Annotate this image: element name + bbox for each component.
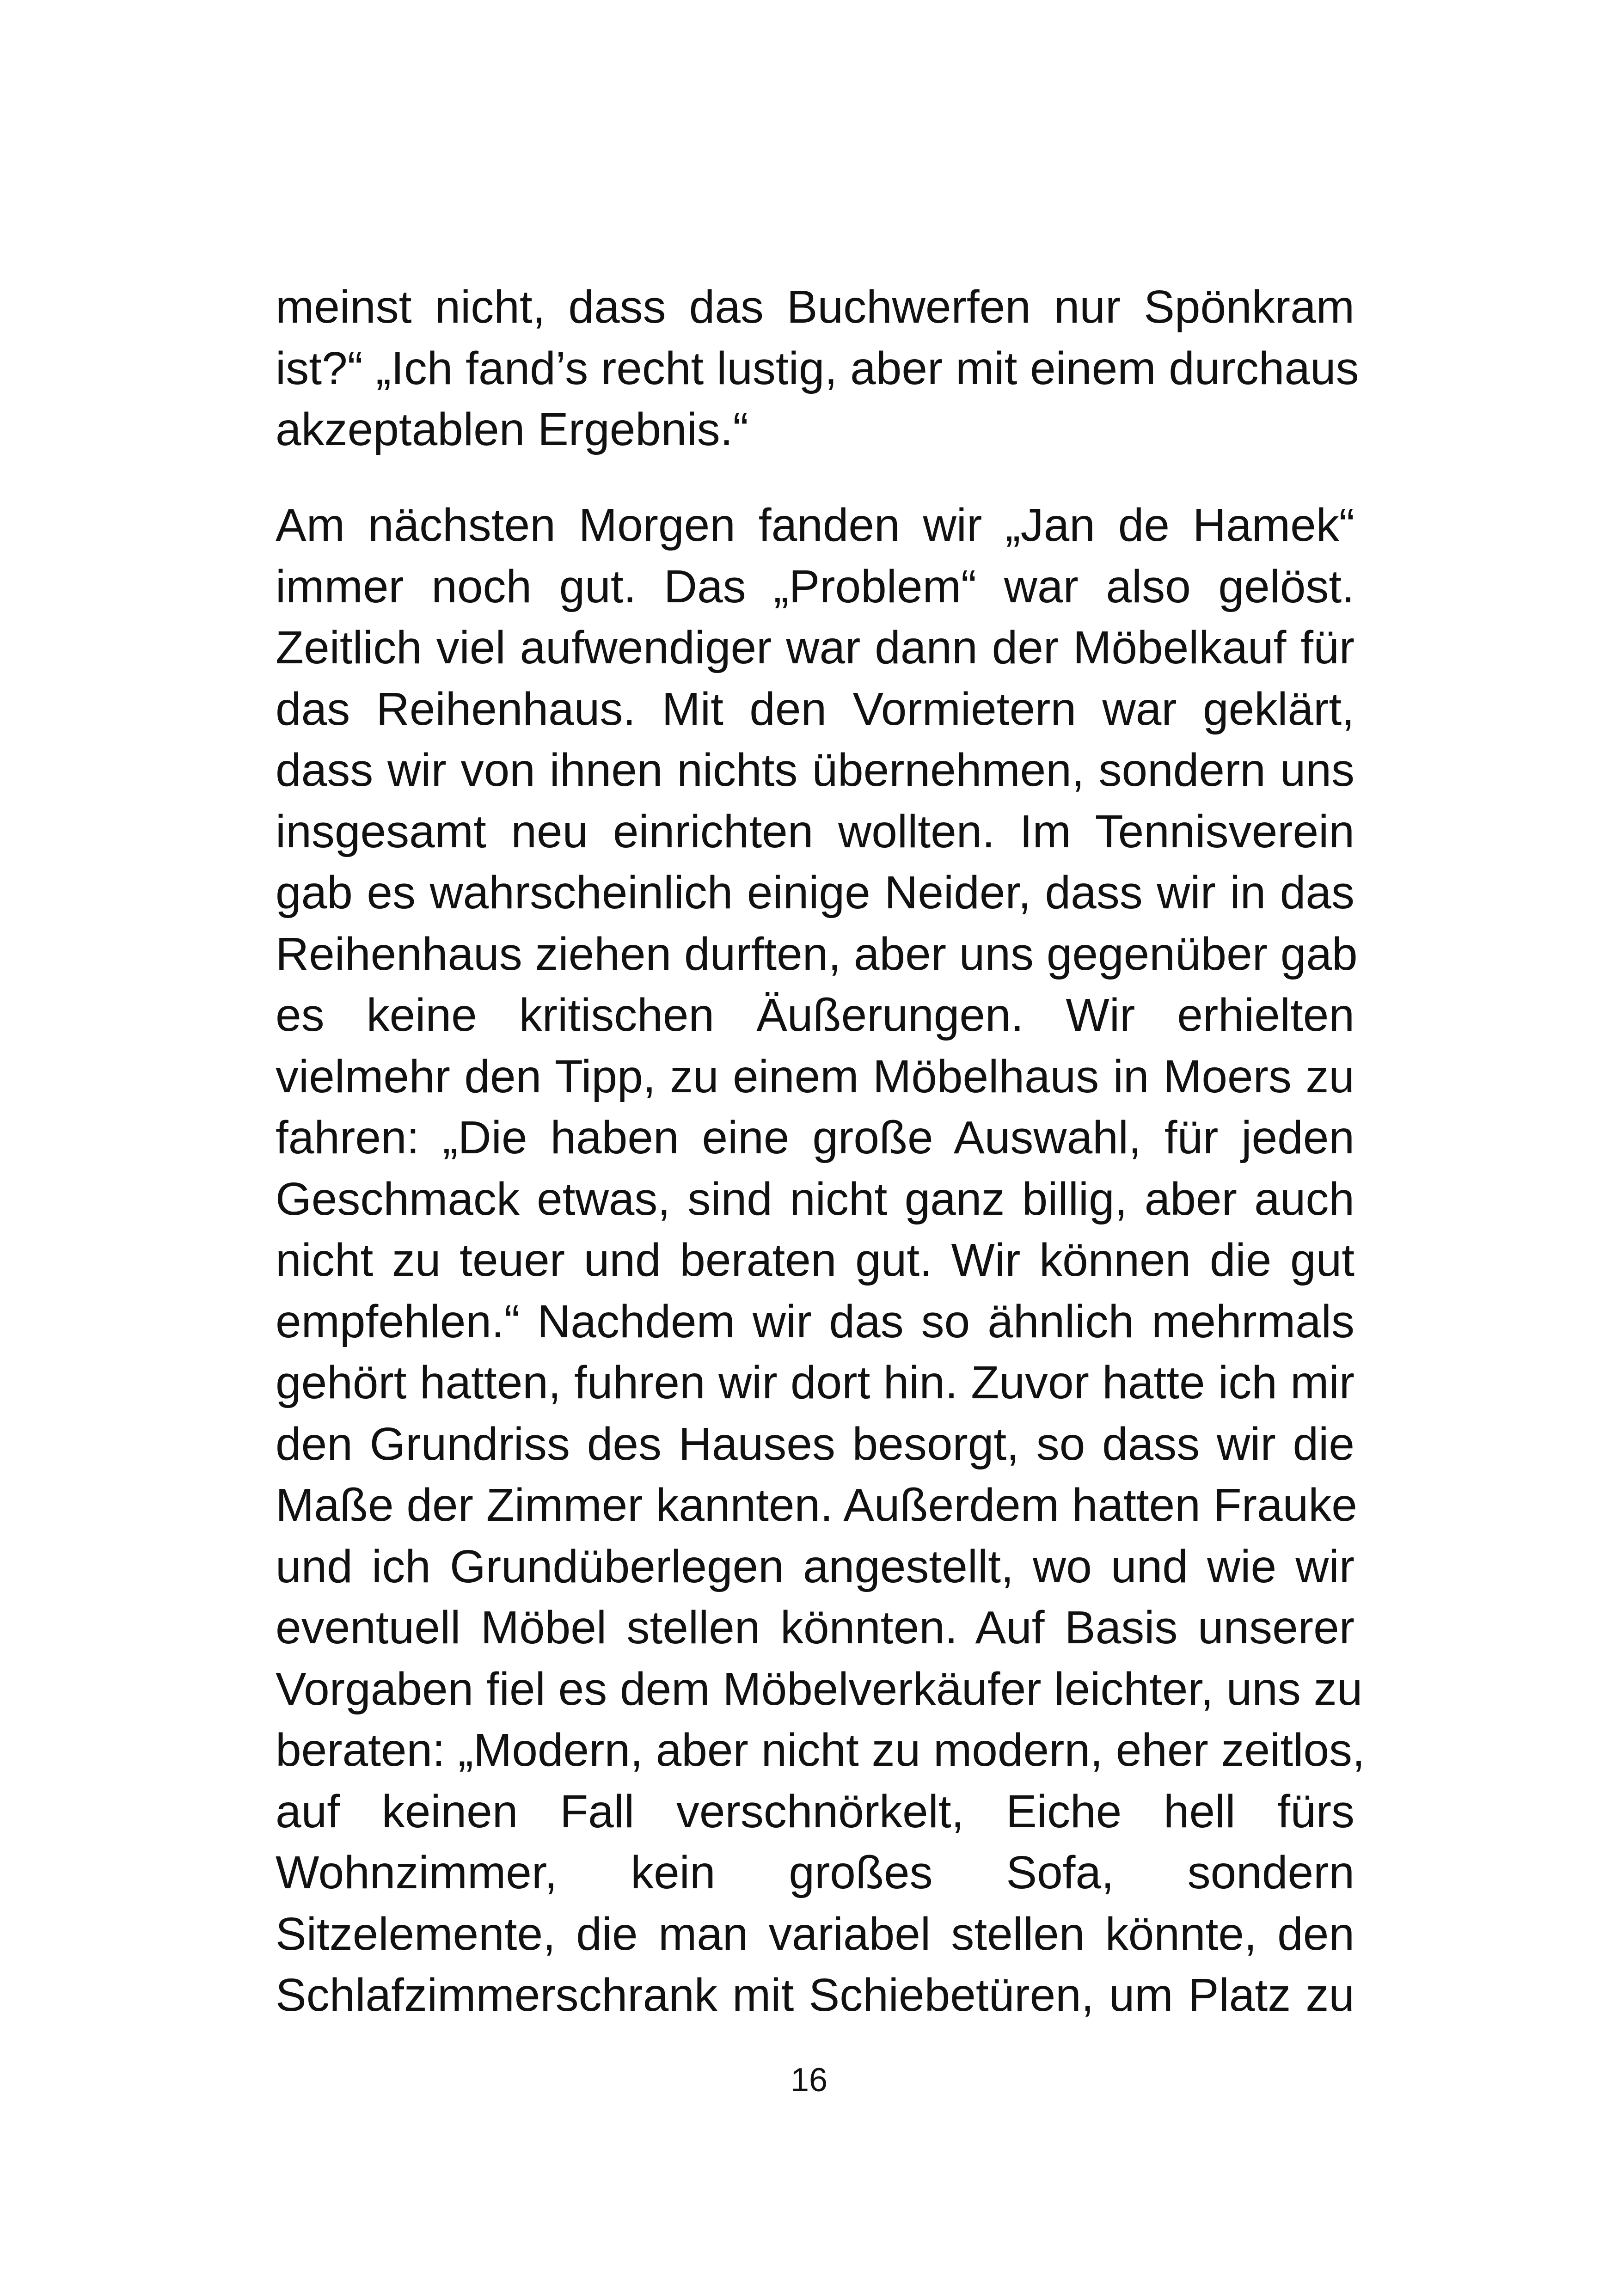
text-line: nicht zu teuer und beraten gut. Wir können die gut xyxy=(276,1234,1354,1286)
text-line: akzeptablen Ergebnis.“ xyxy=(276,404,748,455)
text-line: auf keinen Fall verschnörkelt, Eiche hell fürs xyxy=(276,1785,1354,1837)
text-line: Vorgaben fiel es dem Möbelverkäufer leichter, uns zu xyxy=(276,1663,1363,1715)
text-line: es keine kritischen Äußerungen. Wir erhielten xyxy=(276,989,1354,1041)
text-line: Sitzelemente, die man variabel stellen könnte, den xyxy=(276,1908,1354,1960)
paragraph-2 xyxy=(276,495,1365,2026)
paragraph-1 xyxy=(276,276,1359,460)
text-line: Reihenhaus ziehen durften, aber uns gegenüber gab xyxy=(276,928,1358,980)
text-line: Geschmack etwas, sind nicht ganz billig, aber auch xyxy=(276,1173,1354,1225)
text-line: und ich Grundüberlegen angestellt, wo und wie wir xyxy=(276,1540,1354,1592)
text-line: eventuell Möbel stellen könnten. Auf Basis unserer xyxy=(276,1602,1354,1653)
text-line: dass wir von ihnen nichts übernehmen, sondern uns xyxy=(276,744,1354,796)
text-line: den Grundriss des Hauses besorgt, so dass wir die xyxy=(276,1418,1354,1470)
text-line: vielmehr den Tipp, zu einem Möbelhaus in Moers zu xyxy=(276,1050,1354,1102)
text-line: Schlafzimmerschrank mit Schiebetüren, um Platz zu xyxy=(276,1969,1354,2021)
text-line: gehört hatten, fuhren wir dort hin. Zuvor hatte ich mir xyxy=(276,1357,1354,1408)
text-line: meinst nicht, dass das Buchwerfen nur Spönkram xyxy=(276,281,1354,333)
text-line: immer noch gut. Das „Problem“ war also gelöst. xyxy=(276,560,1354,612)
text-line: Wohnzimmer, kein großes Sofa, sondern xyxy=(276,1847,1354,1898)
text-line: das Reihenhaus. Mit den Vormietern war geklärt, xyxy=(276,683,1354,735)
text-line: gab es wahrscheinlich einige Neider, dass wir in das xyxy=(276,867,1354,918)
text-line: fahren: „Die haben eine große Auswahl, für jeden xyxy=(276,1112,1354,1163)
text-line: beraten: „Modern, aber nicht zu modern, eher zeitlos, xyxy=(276,1724,1365,1776)
text-line: empfehlen.“ Nachdem wir das so ähnlich mehrmals xyxy=(276,1295,1354,1347)
text-line: insgesamt neu einrichten wollten. Im Tennisverein xyxy=(276,805,1354,857)
text-line: Am nächsten Morgen fanden wir „Jan de Hamek“ xyxy=(276,499,1354,551)
page-number: 16 xyxy=(790,2062,828,2099)
text-line: ist?“ „Ich fand’s recht lustig, aber mit einem durchaus xyxy=(276,342,1359,394)
text-line: Maße der Zimmer kannten. Außerdem hatten Frauke xyxy=(276,1479,1357,1531)
text-line: Zeitlich viel aufwendiger war dann der Möbelkauf für xyxy=(276,622,1354,673)
